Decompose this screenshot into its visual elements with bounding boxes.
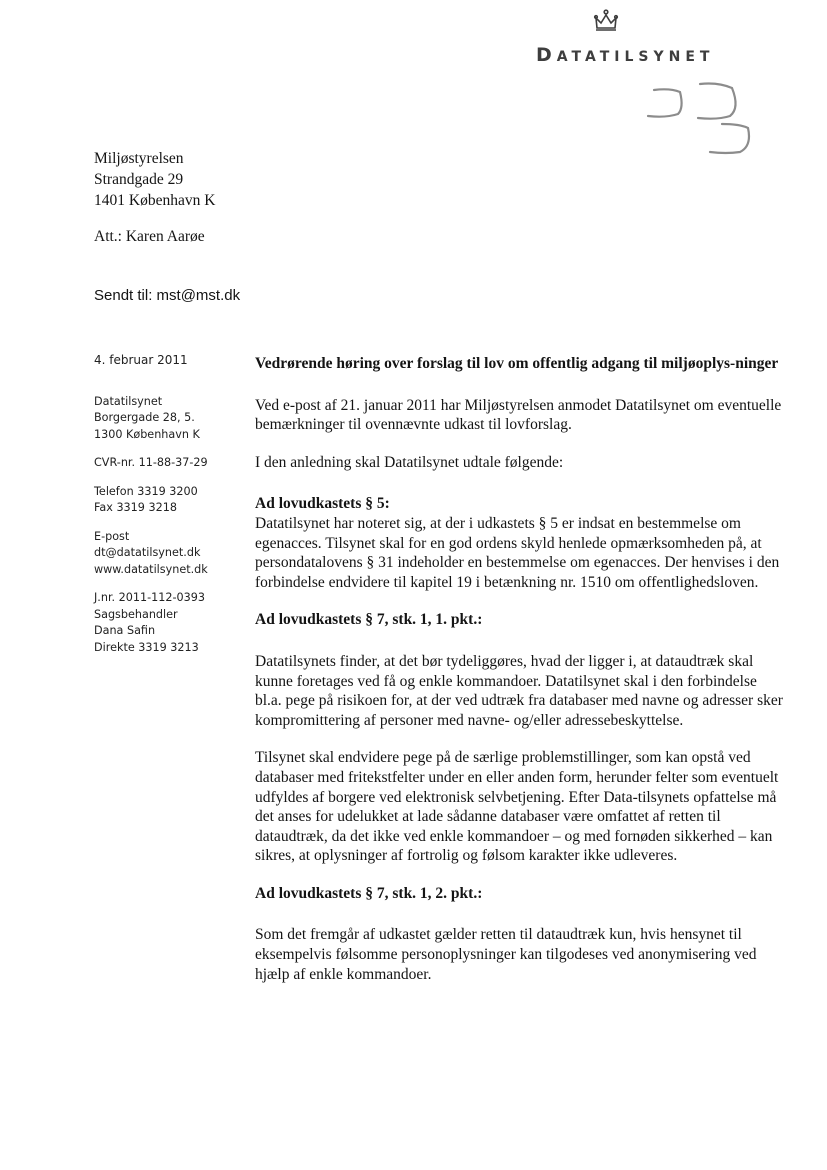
- sender-sidebar: [94, 352, 244, 668]
- letterhead-logo: [536, 8, 776, 72]
- section-paragraph: Datatilsynets finder, at det bør tydeliggøres, hvad der ligger i, at dataudtræk skal kunne foretages ved få og enkle kommandoer. Datatilsynet skal i den forbindelse bl.a. pege på risikoen for, at der ved udtræk fra databaser med navne og adresser sker kompromittering af personer med navne- og/eller adressebeskyttelse.: [255, 652, 783, 729]
- sidebar-line: www.datatilsynet.dk: [94, 562, 208, 576]
- letter-subject: Vedrørende høring over forslag til lov om offentlig adgang til miljøoplys-ninger: [255, 355, 779, 372]
- sidebar-line: Sagsbehandler: [94, 607, 178, 621]
- section-paragraph-7-1-2: [255, 884, 785, 984]
- section-heading: Ad lovudkastets § 7, stk. 1, 1. pkt.:: [255, 611, 483, 629]
- case-group: [94, 590, 244, 656]
- sidebar-line: Direkte 3319 3213: [94, 640, 199, 654]
- sender-address-group: [94, 394, 244, 444]
- recipient-address: [94, 148, 215, 211]
- letter-body: [255, 354, 785, 1002]
- attention-line: Att.: Karen Aarøe: [94, 228, 205, 245]
- sidebar-line: Fax 3319 3218: [94, 501, 177, 514]
- section-paragraph-5: [255, 494, 785, 592]
- section-heading: Ad lovudkastets § 5:: [255, 495, 390, 513]
- crown-icon: [592, 8, 620, 36]
- letter-date: 4. februar 2011: [94, 353, 188, 367]
- section-heading: Ad lovudkastets § 7, stk. 1, 2. pkt.:: [255, 884, 483, 902]
- sidebar-line: Datatilsynet: [94, 394, 163, 408]
- email-group: [94, 529, 244, 579]
- sidebar-line: dt@datatilsynet.dk: [94, 546, 201, 559]
- sidebar-line: CVR-nr. 11-88-37-29: [94, 456, 208, 469]
- organization-name: DATATILSYNET: [536, 44, 715, 66]
- cvr-group: [94, 455, 244, 472]
- section-paragraph: Datatilsynet har noteret sig, at der i udkastets § 5 er indsat en bestemmelse om egenacces. Tilsynet skal for en god ordens skyld henlede opmærksomheden på, at persondatalovens § 31 indeholder en bestemmelse om egenacces. Der henvises i den forbindelse endvidere til kapitel 19 i betænkning nr. 1510 om offentlighedsloven.: [255, 514, 780, 591]
- sidebar-line: J.nr. 2011-112-0393: [94, 591, 205, 604]
- recipient-line: 1401 København K: [94, 192, 216, 209]
- recipient-line: Strandgade 29: [94, 171, 184, 188]
- section-paragraph-7-1-1: [255, 610, 785, 866]
- sidebar-line: Dana Safin: [94, 624, 156, 637]
- section-paragraph: Tilsynet skal endvidere pege på de særlige problemstillinger, som kan opstå ved databaser med fritekstfelter under en eller anden form, herunder felter som eventuelt udfyldes af borgere ved elektronisk selvbetjening. Efter Data-tilsynets opfattelse må det anses for udelukket at lade sådanne databaser være omfattet af retten til dataudtræk, da det ikke ved enkle kommandoer – og med fornøden sikkerhed – kan sikres, at oplysninger af fortrolig og følsom karakter ikke udleveres.: [255, 749, 779, 865]
- sidebar-line: E-post: [94, 529, 130, 543]
- sidebar-line: 1300 København K: [94, 427, 200, 441]
- recipient-line: Miljøstyrelsen: [94, 150, 184, 167]
- section-paragraph: Som det fremgår af udkastet gælder retten til dataudtræk kun, hvis hensynet til eksempelvis følsomme personoplysninger kan tilgodeses ved anonymisering ved hjælp af enkle kommandoer.: [255, 926, 757, 983]
- intro-paragraph: Ved e-post af 21. januar 2011 har Miljøstyrelsen anmodet Datatilsynet om eventuelle bemærkninger til ovennævnte udkast til lovforslag.: [255, 396, 782, 434]
- handwritten-marks: [640, 80, 760, 160]
- intro-paragraph: I den anledning skal Datatilsynet udtale følgende:: [255, 453, 564, 471]
- phone-group: [94, 484, 244, 517]
- sent-to-line: Sendt til: mst@mst.dk: [94, 287, 241, 304]
- sidebar-line: Telefon 3319 3200: [94, 484, 198, 498]
- sidebar-line: Borgergade 28, 5.: [94, 411, 195, 424]
